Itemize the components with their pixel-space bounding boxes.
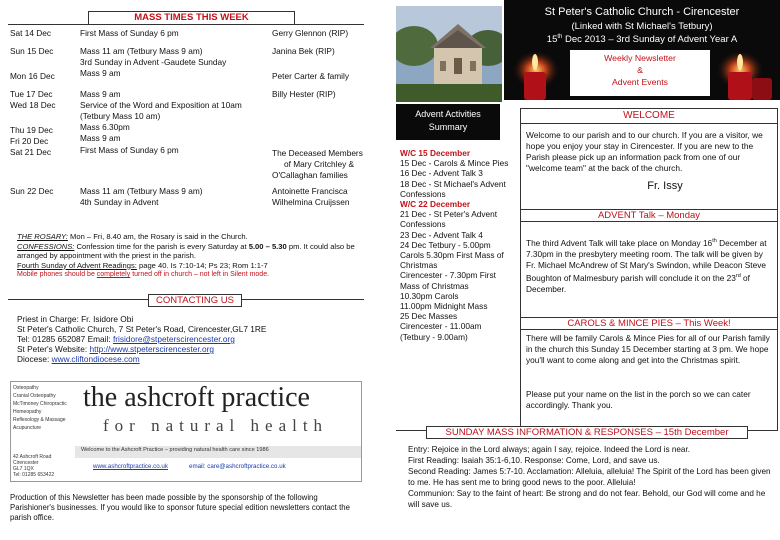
welcome-signature: Fr. Issy [647,180,683,192]
intention-cell: Antoinette Francisca [272,186,348,196]
church-photo [396,6,502,102]
summary-item: 21 Dec - St Peter's Advent Confessions [400,209,498,230]
advent-talk-heading: ADVENT Talk – Monday [520,209,778,222]
ad-address: 42 Ashcroft Road Cirencester GL7 1QX Tel: 01285 653422 [13,454,55,478]
mass-cell: Mass 11 am (Tetbury Mass 9 am) [80,186,203,196]
summary-item: 10.30pm Carols [400,290,459,301]
second-reading: Second Reading: James 5:7-10. Acclamation: Alleluia, alleluia! The Spirit of the Lord has been given to me. He has sent me to bring good news to the poor. Alleluia! [408,467,771,487]
intention-cell: The Deceased Members [272,148,363,158]
mass-cell: Mass 11 am (Tetbury Mass 9 am) [80,46,203,56]
ad-email: email: care@ashcroftpractice.co.uk [189,463,286,470]
newsletter-amp: & [637,65,643,75]
mass-cell: First Mass of Sunday 6 pm [80,28,179,38]
summary-item: 18 Dec - St Michael's Advent Confessions [400,178,506,199]
diocese-line: Diocese: www.cliftondiocese.com [17,354,140,364]
summary-item: 25 Dec Masses [400,311,458,322]
welcome-heading: WELCOME [520,108,778,124]
confessions-line: CONFESSIONS: Confession time for the parish is every Saturday at 5.00 – 5.30 pm. It could also be arranged by appointment with the priest in the parish. [17,241,355,261]
mass-cell: 3rd Sunday in Advent -Gaudete Sunday [80,57,227,67]
tel-line: Tel: 01285 652087 Email: frisidore@stpeterscirencester.org [17,334,235,344]
contacting-details [17,314,362,364]
summary-item: 16 Dec - Advent Talk 3 [400,168,483,179]
header-title: St Peter's Catholic Church - Cirencester [544,6,740,18]
day-cell: Sat 14 Dec [10,28,52,38]
welcome-text: Welcome to our parish and to our church. If you are a visitor, we hope you enjoy your stay in Cirencester. If you are new to the Parish please pick up an information pack from one of our "welcome team" at the back of the church. [526,130,763,173]
mass-cell: Mass 9 am [80,89,121,99]
ad-services: Osteopathy Cranial Osteopathy McTimoney Chiropractic Homeopathy Reflexology & Massage Acupuncture [13,385,67,431]
communion-antiphon: Communion: Say to the faint of heart: Be strong and do not fear. Behold, our God will come and he will save us. [408,489,766,509]
intention-cell: O'Callaghan families [272,170,348,180]
mass-cell: 4th Sunday in Advent [80,197,159,207]
day-cell: Fri 20 Dec [10,136,49,146]
intention-cell: Wilhelmina Cruijssen [272,197,350,207]
mass-cell: Mass 9 am [80,133,121,143]
website-line: St Peter's Website: http://www.stpeterscirencester.org [17,344,214,354]
carols-text: There will be family Carols & Mince Pies for all of our Parish family in the church this Sunday 15 December starting at 3 pm. We hope you'll want to come along and get into the Christmas spirit. [526,333,770,365]
summary-item: 23 Dec - Advent Talk 4 [400,229,483,240]
entry-antiphon: Entry: Rejoice in the Lord always; again I say, rejoice. Indeed the Lord is near. [408,445,691,454]
ashcroft-advert [10,381,362,482]
summary-item: Cirencester - 7.30pm First Mass of Christmas [400,270,496,291]
day-cell: Mon 16 Dec [10,71,55,81]
rosary-info [17,232,357,280]
summary-item: (Tetbury - 9.00am) [400,331,468,342]
intention-cell: Gerry Glennon (RIP) [272,28,349,38]
intention-cell: of Mary Critchley & [284,159,355,169]
day-cell: Sun 22 Dec [10,186,54,196]
rosary-line: THE ROSARY: Mon – Fri, 8.40 am, the Rosary is said in the Church. [17,232,248,241]
email-link[interactable]: frisidore@stpeterscirencester.org [112,334,235,344]
day-cell: Wed 18 Dec [10,100,56,110]
intention-cell: Janina Bek (RIP) [272,46,335,56]
mass-cell: Mass 9 am [80,68,121,78]
header-subtitle: (Linked with St Michael's Tetbury) [571,21,713,32]
day-cell: Sat 21 Dec [10,147,52,157]
priest-line: Priest in Charge: Fr. Isidore Obi [17,314,134,324]
readings-line: Fourth Sunday of Advent Readings: page 40. Is 7:10-14; Ps 23; Rom 1:1-7 [17,260,268,270]
sunday-mass-details [408,444,774,510]
sponsor-note: Production of this Newsletter has been made possible by the sponsorship of the following Parishioner's businesses. If you would like to sponsor future special edition newsletters contact the parish office. [10,493,350,522]
newsletter-box [570,50,710,96]
mass-times-divider [8,24,364,25]
mass-cell: Mass 6.30pm [80,122,130,132]
contacting-heading: CONTACTING US [148,294,242,307]
mass-cell: First Mass of Sunday 6 pm [80,145,179,155]
carols-text-2: Please put your name on the list in the porch so we can cater accordingly. Thank you. [526,389,751,410]
carols-heading: CAROLS & MINCE PIES – This Week! [520,317,778,330]
diocese-link[interactable]: www.cliftondiocese.com [51,354,140,364]
advent-summary-heading: Advent Activities Summary [415,109,481,132]
intention-cell: Billy Hester (RIP) [272,89,336,99]
newsletter-label: Weekly Newsletter [604,53,676,63]
intention-cell: Peter Carter & family [272,71,349,81]
day-cell: Tue 17 Dec [10,89,53,99]
newsletter-events: Advent Events [611,77,669,87]
summary-item: W/C 15 December [400,148,471,158]
first-reading: First Reading: Isaiah 35:1-6,10. Response: Come, Lord, and save us. [408,456,660,465]
advent-summary-heading-box [396,104,500,140]
ad-welcome-text: Welcome to the Ashcroft Practice – providing natural health care since 1986 [81,447,269,453]
mass-cell: Service of the Word and Exposition at 10am [80,100,242,110]
mass-cell: (Tetbury Mass 10 am) [80,111,161,121]
sunday-mass-heading: SUNDAY MASS INFORMATION & RESPONSES – 15th December [426,426,748,439]
summary-item: W/C 22 December [400,199,471,210]
ad-web-link[interactable]: www.ashcroftpractice.co.uk [93,463,168,470]
header-title-band [504,0,780,100]
ad-brand-line1: the ashcroft practice [83,382,310,413]
church-image [396,6,502,102]
summary-item: Cirencester - 11.00am [400,321,482,332]
advent-summary-list [400,148,512,342]
mobile-phones-notice: Mobile phones should be completely turned off in church – not left in Silent mode. [17,271,270,279]
day-cell: Thu 19 Dec [10,125,53,135]
address-line: St Peter's Catholic Church, 7 St Peter's Road, Cirencester,GL7 1RE [17,324,267,334]
header-date: 15th Dec 2013 – 3rd Sunday of Advent Year A [546,34,738,46]
summary-item: 11.00pm Midnight Mass [400,301,488,312]
day-cell: Sun 15 Dec [10,46,54,56]
ad-brand-line2: for natural health [103,416,329,435]
mass-times-heading: MASS TIMES THIS WEEK [88,11,295,25]
website-link[interactable]: http://www.stpeterscirencester.org [89,344,214,354]
summary-item: 15 Dec - Carols & Mince Pies [400,158,509,169]
advent-talk-text: The third Advent Talk will take place on Monday 16th December at 7.30pm in the presbytery meeting room. The talk will be given by Fr. Michael McAndrew of St Mary's Swindon, while Deacon Steve Boughton of Malmesbury parish will conclude it on the 23rd of December. [526,237,767,294]
summary-item: 24 Dec Tetbury - 5.00pm Carols 5.30pm First Mass of Christmas [400,239,504,271]
